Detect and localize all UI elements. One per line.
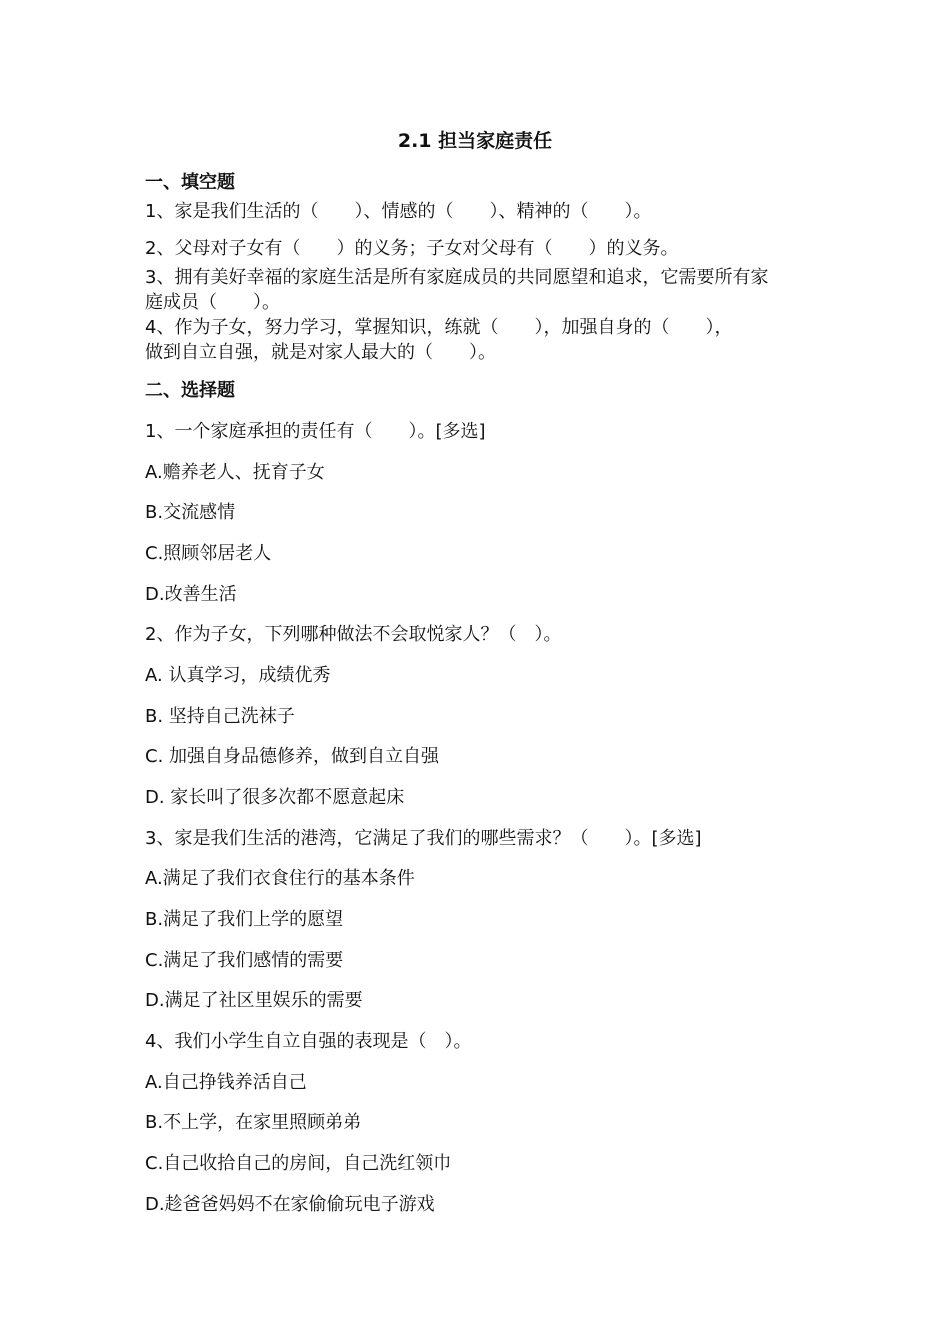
fill-question-1: 1、家是我们生活的（ ）、情感的（ ）、精神的（ ）。	[145, 201, 652, 222]
choice-question-1-option-b: B.交流感情	[145, 502, 236, 523]
choice-question-4-stem: 4、我们小学生自立自强的表现是（ ）。	[145, 1031, 472, 1052]
choice-question-1-stem: 1、一个家庭承担的责任有（ ）。[多选]	[145, 421, 486, 442]
choice-question-2-option-c: C. 加强自身品德修养，做到自立自强	[145, 746, 440, 767]
fill-question-4-line-2: 做到自立自强，就是对家人最大的（ ）。	[145, 342, 496, 363]
choice-question-3-stem: 3、家是我们生活的港湾，它满足了我们的哪些需求？（ ）。[多选]	[145, 828, 702, 849]
choice-question-4-option-d: D.趁爸爸妈妈不在家偷偷玩电子游戏	[145, 1194, 435, 1215]
choice-question-1-option-c: C.照顾邻居老人	[145, 543, 272, 564]
choice-question-1-option-a: A.赡养老人、抚育子女	[145, 462, 325, 483]
fill-question-3-line-1: 3、拥有美好幸福的家庭生活是所有家庭成员的共同愿望和追求，它需要所有家	[145, 267, 769, 288]
choice-question-2-option-a: A. 认真学习，成绩优秀	[145, 665, 331, 686]
page-title: 2.1 担当家庭责任	[397, 130, 553, 152]
choice-question-1-option-d: D.改善生活	[145, 584, 237, 605]
choice-question-2-stem: 2、作为子女，下列哪种做法不会取悦家人？（ ）。	[145, 624, 562, 645]
choice-question-2-option-b: B. 坚持自己洗袜子	[145, 706, 295, 727]
choice-question-2-option-d: D. 家长叫了很多次都不愿意起床	[145, 787, 405, 808]
choice-question-3-option-a: A.满足了我们衣食住行的基本条件	[145, 868, 415, 889]
choice-question-4-option-b: B.不上学，在家里照顾弟弟	[145, 1112, 362, 1133]
fill-question-3-line-2: 庭成员（ ）。	[145, 292, 280, 313]
fill-question-4-line-1: 4、作为子女，努力学习，掌握知识，练就（ ），加强自身的（ ），	[145, 317, 733, 338]
choice-question-3-option-c: C.满足了我们感情的需要	[145, 950, 344, 971]
section-heading-choice: 二、选择题	[145, 380, 235, 401]
choice-question-3-option-b: B.满足了我们上学的愿望	[145, 909, 344, 930]
fill-question-2: 2、父母对子女有（ ）的义务；子女对父母有（ ）的义务。	[145, 238, 679, 259]
choice-question-4-option-a: A.自己挣钱养活自己	[145, 1072, 307, 1093]
choice-question-3-option-d: D.满足了社区里娱乐的需要	[145, 990, 363, 1011]
section-heading-fill: 一、填空题	[145, 172, 235, 193]
choice-question-4-option-c: C.自己收拾自己的房间，自己洗红领巾	[145, 1153, 452, 1174]
